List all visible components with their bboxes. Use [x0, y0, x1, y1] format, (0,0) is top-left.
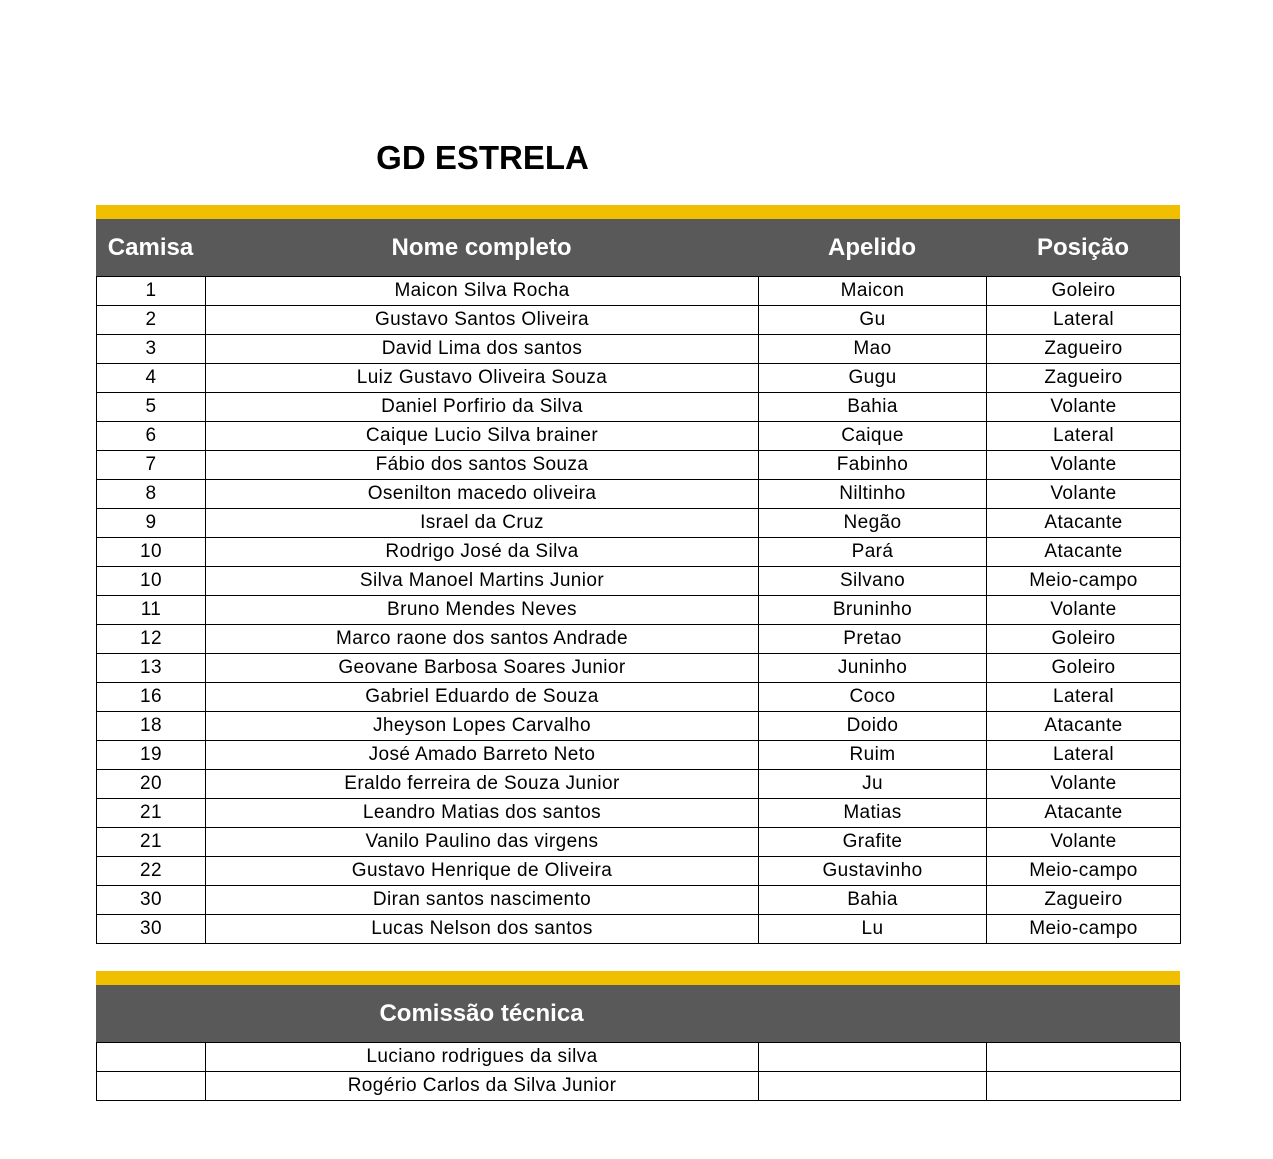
posicao-cell: Atacante	[987, 509, 1181, 538]
nome-cell: Gabriel Eduardo de Souza	[206, 683, 759, 712]
roster-row	[97, 770, 1181, 799]
apelido-cell: Gu	[759, 306, 987, 335]
roster-row	[97, 915, 1181, 944]
nome-cell: Leandro Matias dos santos	[206, 799, 759, 828]
posicao-cell: Lateral	[987, 306, 1181, 335]
nome-cell: José Amado Barreto Neto	[206, 741, 759, 770]
camisa-cell: 19	[97, 741, 206, 770]
camisa-cell: 20	[97, 770, 206, 799]
camisa-cell: 13	[97, 654, 206, 683]
apelido-cell: Pretao	[759, 625, 987, 654]
apelido-cell: Gustavinho	[759, 857, 987, 886]
nome-cell: Diran santos nascimento	[206, 886, 759, 915]
posicao-cell: Zagueiro	[987, 364, 1181, 393]
camisa-cell: 10	[97, 567, 206, 596]
apelido-cell: Fabinho	[759, 451, 987, 480]
nome-cell: Rodrigo José da Silva	[206, 538, 759, 567]
posicao-cell: Atacante	[987, 538, 1181, 567]
posicao-cell: Volante	[987, 596, 1181, 625]
roster-row	[97, 480, 1181, 509]
nome-cell: Vanilo Paulino das virgens	[206, 828, 759, 857]
staff-row	[97, 1043, 1181, 1072]
camisa-cell: 8	[97, 480, 206, 509]
posicao-cell: Goleiro	[987, 625, 1181, 654]
camisa-cell: 6	[97, 422, 206, 451]
camisa-cell: 3	[97, 335, 206, 364]
nome-cell: Daniel Porfirio da Silva	[206, 393, 759, 422]
roster-row	[97, 277, 1181, 306]
roster-row	[97, 451, 1181, 480]
posicao-cell: Zagueiro	[987, 886, 1181, 915]
roster-row	[97, 625, 1181, 654]
camisa-cell	[97, 1043, 206, 1072]
roster-row	[97, 567, 1181, 596]
nome-cell: David Lima dos santos	[206, 335, 759, 364]
nome-cell: Gustavo Santos Oliveira	[206, 306, 759, 335]
roster-row	[97, 538, 1181, 567]
roster-row	[97, 335, 1181, 364]
camisa-cell: 10	[97, 538, 206, 567]
apelido-cell	[759, 1072, 987, 1101]
nome-cell: Maicon Silva Rocha	[206, 277, 759, 306]
nome-cell: Luiz Gustavo Oliveira Souza	[206, 364, 759, 393]
roster-row	[97, 799, 1181, 828]
camisa-cell: 22	[97, 857, 206, 886]
nome-cell: Caique Lucio Silva brainer	[206, 422, 759, 451]
apelido-cell: Juninho	[759, 654, 987, 683]
posicao-cell	[987, 1072, 1181, 1101]
camisa-cell: 11	[97, 596, 206, 625]
posicao-cell: Volante	[987, 770, 1181, 799]
apelido-cell: Mao	[759, 335, 987, 364]
camisa-cell: 7	[97, 451, 206, 480]
nome-cell: Gustavo Henrique de Oliveira	[206, 857, 759, 886]
posicao-cell: Atacante	[987, 799, 1181, 828]
apelido-cell: Doido	[759, 712, 987, 741]
staff-header	[96, 985, 1180, 1042]
roster-row	[97, 654, 1181, 683]
roster-row	[97, 306, 1181, 335]
camisa-cell	[97, 1072, 206, 1101]
staff-table	[96, 1042, 1181, 1101]
staff-accent-bar	[96, 971, 1180, 985]
apelido-cell: Lu	[759, 915, 987, 944]
header-apelido: Apelido	[828, 234, 916, 261]
roster-row	[97, 741, 1181, 770]
roster-table	[96, 276, 1181, 944]
apelido-cell: Niltinho	[759, 480, 987, 509]
nome-cell: Luciano rodrigues da silva	[206, 1043, 759, 1072]
posicao-cell	[987, 1043, 1181, 1072]
camisa-cell: 30	[97, 886, 206, 915]
roster-row	[97, 422, 1181, 451]
nome-cell: Fábio dos santos Souza	[206, 451, 759, 480]
posicao-cell: Atacante	[987, 712, 1181, 741]
posicao-cell: Lateral	[987, 741, 1181, 770]
page-title: GD ESTRELA	[376, 139, 589, 176]
posicao-cell: Goleiro	[987, 654, 1181, 683]
header-nome-completo: Nome completo	[391, 234, 572, 261]
nome-cell: Silva Manoel Martins Junior	[206, 567, 759, 596]
camisa-cell: 21	[97, 828, 206, 857]
apelido-cell: Ruim	[759, 741, 987, 770]
nome-cell: Israel da Cruz	[206, 509, 759, 538]
posicao-cell: Meio-campo	[987, 567, 1181, 596]
staff-header-label: Comissão técnica	[379, 1000, 584, 1027]
camisa-cell: 16	[97, 683, 206, 712]
roster-row	[97, 393, 1181, 422]
camisa-cell: 5	[97, 393, 206, 422]
apelido-cell: Maicon	[759, 277, 987, 306]
roster-row	[97, 712, 1181, 741]
apelido-cell: Gugu	[759, 364, 987, 393]
apelido-cell: Pará	[759, 538, 987, 567]
staff-row	[97, 1072, 1181, 1101]
header-posicao: Posição	[1036, 234, 1130, 261]
roster-row	[97, 596, 1181, 625]
camisa-cell: 4	[97, 364, 206, 393]
roster-row	[97, 857, 1181, 886]
apelido-cell: Silvano	[759, 567, 987, 596]
camisa-cell: 2	[97, 306, 206, 335]
roster-header	[96, 219, 1180, 276]
nome-cell: Jheyson Lopes Carvalho	[206, 712, 759, 741]
apelido-cell: Negão	[759, 509, 987, 538]
posicao-cell: Volante	[987, 451, 1181, 480]
camisa-cell: 12	[97, 625, 206, 654]
nome-cell: Marco raone dos santos Andrade	[206, 625, 759, 654]
roster-accent-bar	[96, 205, 1180, 219]
apelido-cell: Bruninho	[759, 596, 987, 625]
posicao-cell: Lateral	[987, 683, 1181, 712]
apelido-cell: Bahia	[759, 886, 987, 915]
nome-cell: Eraldo ferreira de Souza Junior	[206, 770, 759, 799]
posicao-cell: Lateral	[987, 422, 1181, 451]
nome-cell: Lucas Nelson dos santos	[206, 915, 759, 944]
roster-row	[97, 509, 1181, 538]
apelido-cell: Matias	[759, 799, 987, 828]
apelido-cell: Caique	[759, 422, 987, 451]
apelido-cell: Ju	[759, 770, 987, 799]
camisa-cell: 30	[97, 915, 206, 944]
posicao-cell: Volante	[987, 393, 1181, 422]
roster-row	[97, 886, 1181, 915]
posicao-cell: Volante	[987, 480, 1181, 509]
roster-row	[97, 364, 1181, 393]
nome-cell: Osenilton macedo oliveira	[206, 480, 759, 509]
roster-row	[97, 683, 1181, 712]
apelido-cell: Grafite	[759, 828, 987, 857]
posicao-cell: Meio-campo	[987, 857, 1181, 886]
camisa-cell: 21	[97, 799, 206, 828]
nome-cell: Bruno Mendes Neves	[206, 596, 759, 625]
apelido-cell: Coco	[759, 683, 987, 712]
nome-cell: Geovane Barbosa Soares Junior	[206, 654, 759, 683]
posicao-cell: Meio-campo	[987, 915, 1181, 944]
apelido-cell	[759, 1043, 987, 1072]
roster-row	[97, 828, 1181, 857]
posicao-cell: Zagueiro	[987, 335, 1181, 364]
posicao-cell: Goleiro	[987, 277, 1181, 306]
nome-cell: Rogério Carlos da Silva Junior	[206, 1072, 759, 1101]
camisa-cell: 18	[97, 712, 206, 741]
camisa-cell: 1	[97, 277, 206, 306]
header-camisa: Camisa	[107, 234, 194, 261]
camisa-cell: 9	[97, 509, 206, 538]
posicao-cell: Volante	[987, 828, 1181, 857]
apelido-cell: Bahia	[759, 393, 987, 422]
